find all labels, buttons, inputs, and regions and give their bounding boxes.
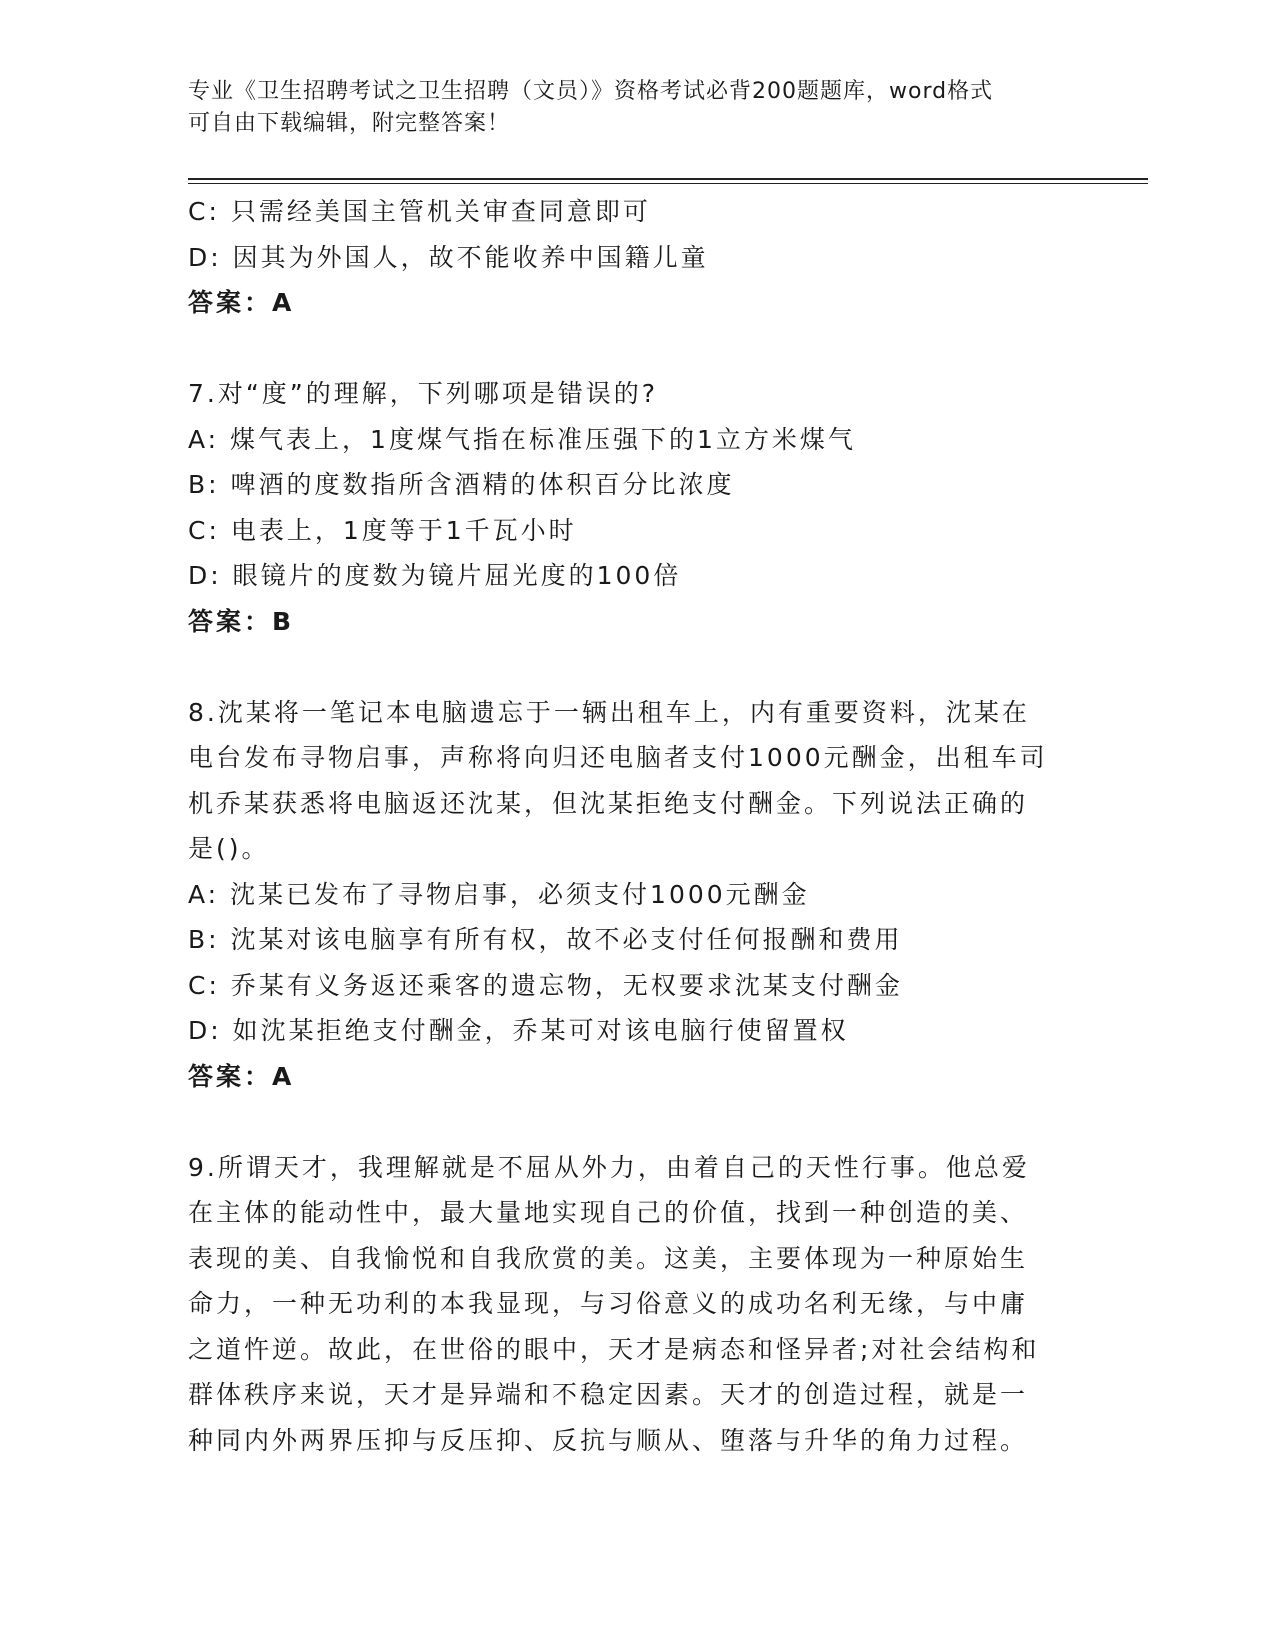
question-8: [188, 690, 1068, 1100]
question-7: [188, 371, 1068, 644]
question-7-option-c: C: 电表上，1度等于1千瓦小时: [188, 515, 577, 545]
spacer: [188, 1099, 1068, 1145]
document-header: [188, 76, 1068, 140]
header-divider-thick: [188, 178, 1148, 180]
question-9-stem-line: 命力，一种无功利的本我显现，与习俗意义的成功名利无缘，与中庸: [188, 1289, 1029, 1318]
question-8-option-b: B: 沈某对该电脑享有所有权，故不必支付任何报酬和费用: [188, 925, 903, 954]
question-6-option-c: C: 只需经美国主管机关审查同意即可: [188, 197, 651, 226]
question-9-stem-line: 表现的美、自我愉悦和自我欣赏的美。这美，主要体现为一种原始生: [188, 1243, 1029, 1273]
header-line-1: 专业《卫生招聘考试之卫生招聘（文员）》资格考试必背200题题库，word格式: [188, 79, 994, 104]
question-7-option-d: D: 眼镜片的度数为镜片屈光度的100倍: [188, 561, 682, 590]
question-8-answer: 答案：A: [188, 1061, 295, 1091]
question-8-stem-line: 8.沈某将一笔记本电脑遗忘于一辆出租车上，内有重要资料，沈某在: [188, 697, 1030, 727]
question-7-option-b: B: 啤酒的度数指所含酒精的体积百分比浓度: [188, 470, 735, 499]
question-7-option-a: A: 煤气表上，1度煤气指在标准压强下的1立方米煤气: [188, 424, 856, 454]
question-8-option-c: C: 乔某有义务返还乘客的遗忘物，无权要求沈某支付酬金: [188, 970, 903, 1000]
question-8-option-a: A: 沈某已发布了寻物启事，必须支付1000元酬金: [188, 879, 810, 909]
document-body: [188, 189, 1068, 1463]
question-9-stem-line: 9.所谓天才，我理解就是不屈从外力，由着自己的天性行事。他总爱: [188, 1152, 1030, 1182]
question-9-stem-line: 在主体的能动性中，最大量地实现自己的价值，找到一种创造的美、: [188, 1198, 1029, 1227]
header-divider-thin: [188, 183, 1148, 184]
question-8-stem-line: 电台发布寻物启事，声称将向归还电脑者支付1000元酬金，出租车司: [188, 743, 1048, 772]
question-6-option-d: D: 因其为外国人，故不能收养中国籍儿童: [188, 242, 709, 272]
spacer: [188, 326, 1068, 372]
question-9: [188, 1145, 1068, 1464]
header-line-2: 可自由下载编辑，附完整答案！: [188, 111, 511, 136]
question-9-stem-line: 种同内外两界压抑与反压抑、反抗与顺从、堕落与升华的角力过程。: [188, 1425, 1029, 1455]
question-8-option-d: D: 如沈某拒绝支付酬金，乔某可对该电脑行使留置权: [188, 1016, 849, 1045]
spacer: [188, 644, 1068, 690]
question-7-stem: 7.对“度”的理解，下列哪项是错误的?: [188, 379, 659, 408]
question-6-answer: 答案：A: [188, 288, 295, 317]
question-9-stem-line: 之道忤逆。故此，在世俗的眼中，天才是病态和怪异者;对社会结构和: [188, 1334, 1040, 1364]
question-8-stem-line: 是()。: [188, 834, 270, 863]
question-7-answer: 答案：B: [188, 606, 295, 636]
question-9-stem-line: 群体秩序来说，天才是异端和不稳定因素。天才的创造过程，就是一: [188, 1380, 1029, 1409]
question-6: [188, 189, 1068, 326]
question-8-stem-line: 机乔某获悉将电脑返还沈某，但沈某拒绝支付酬金。下列说法正确的: [188, 788, 1029, 818]
